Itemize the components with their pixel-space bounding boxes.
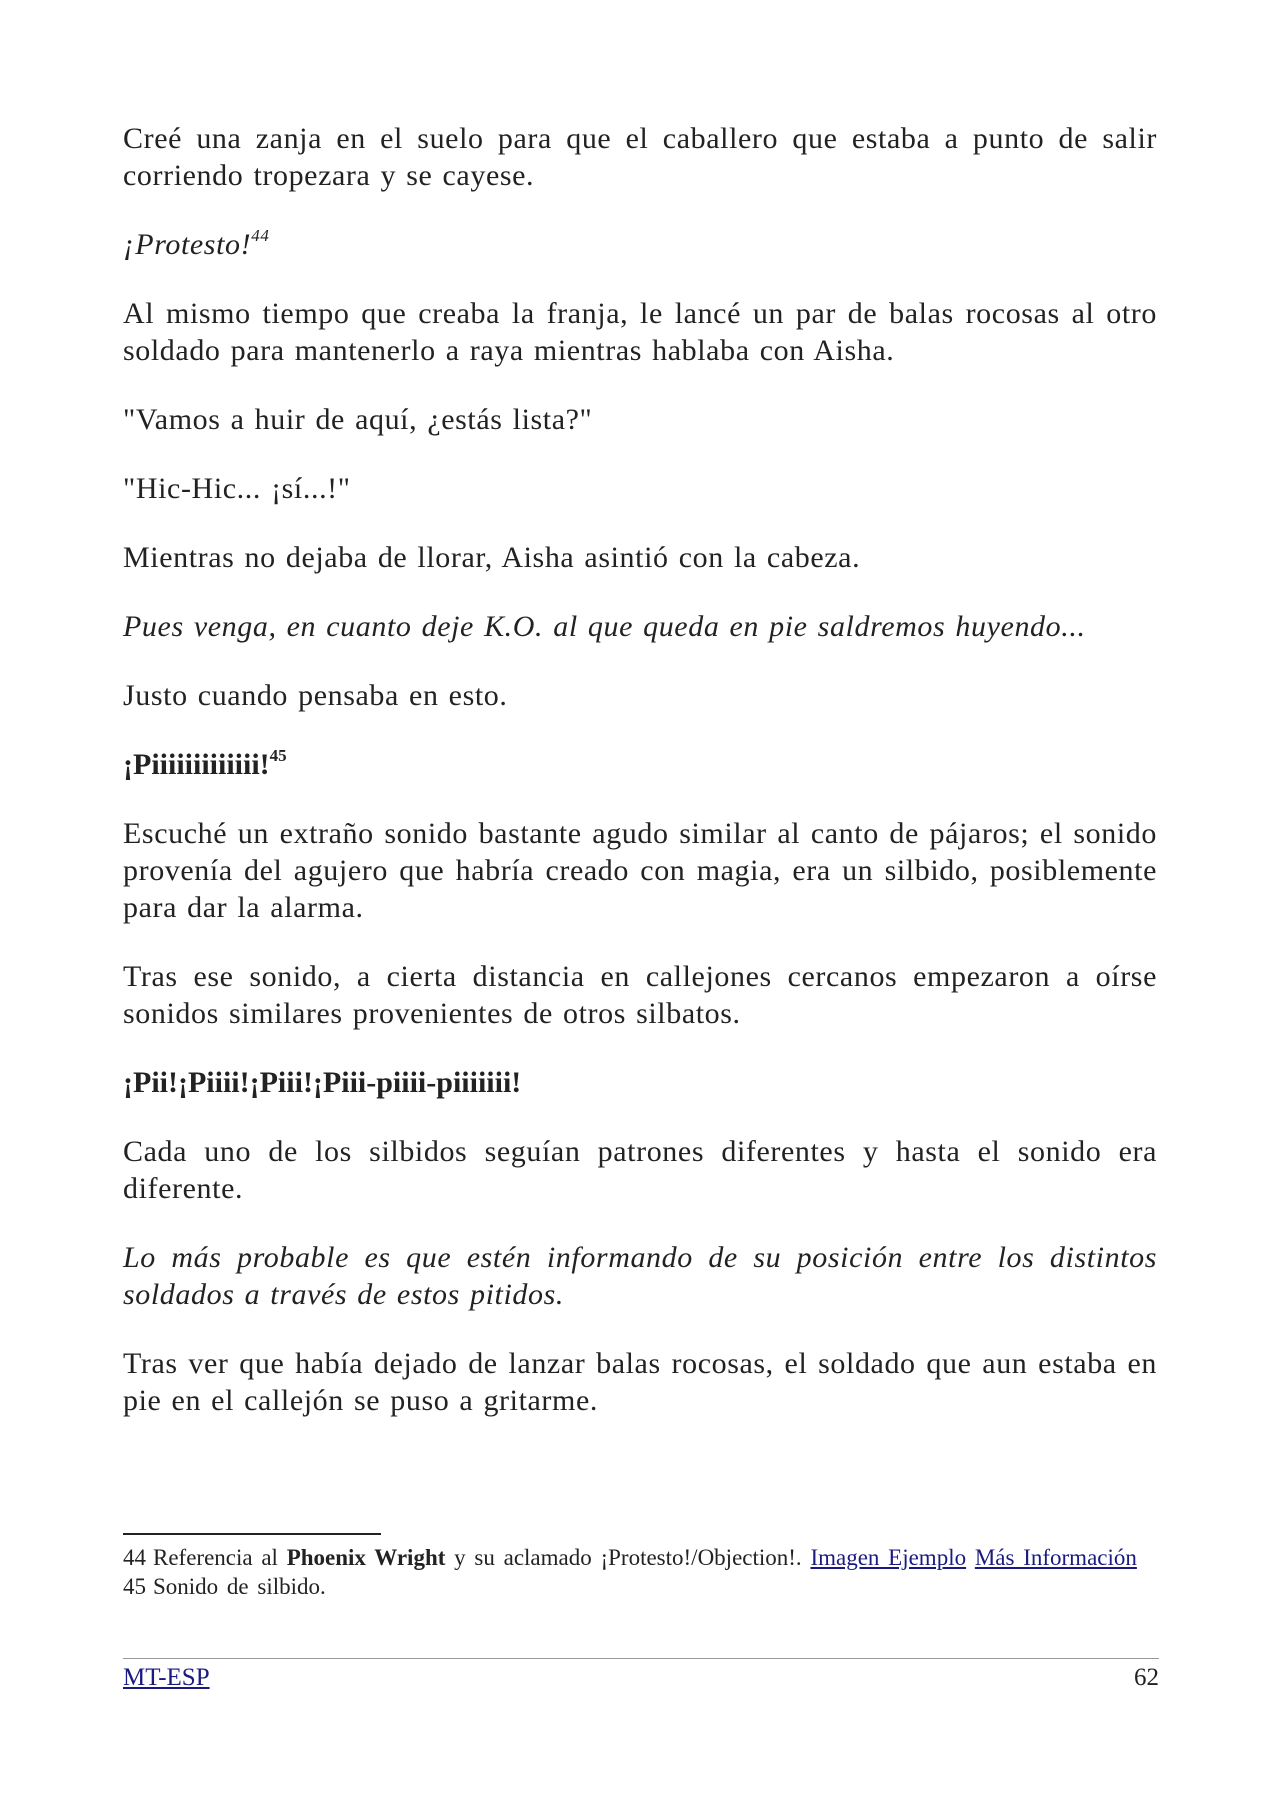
footnote-44 bbox=[123, 1543, 1159, 1572]
footer-site-link[interactable]: MT-ESP bbox=[123, 1664, 210, 1691]
footnote-bold-name: Phoenix Wright bbox=[286, 1545, 446, 1570]
footnote-number: 44 bbox=[123, 1545, 146, 1570]
paragraph: Lo más probable es que estén informando de su posición entre los distintos soldados a través de estos pitidos. bbox=[123, 1241, 1157, 1311]
paragraph: Escuché un extraño sonido bastante agudo similar al canto de pájaros; el sonido provenía del agujero que habría creado con magia, era un silbido, posiblemente para dar la alarma. bbox=[123, 817, 1157, 924]
page-number: 62 bbox=[1134, 1664, 1159, 1691]
footnote-ref-44[interactable]: 44 bbox=[251, 226, 270, 245]
paragraph: Cada uno de los silbidos seguían patrones diferentes y hasta el sonido era diferente. bbox=[123, 1135, 1157, 1205]
footnotes bbox=[123, 1533, 1159, 1601]
paragraph: Tras ver que había dejado de lanzar balas rocosas, el soldado que aun estaba en pie en el callejón se puso a gritarme. bbox=[123, 1347, 1157, 1417]
page-footer bbox=[123, 1658, 1159, 1693]
paragraph-text: ¡Protesto! bbox=[123, 228, 252, 261]
more-info-link[interactable]: Más Información bbox=[974, 1545, 1137, 1570]
paragraph-text: ¡Piiiiiiiiiiiii! bbox=[123, 748, 270, 781]
paragraph: Creé una zanja en el suelo para que el caballero que estaba a punto de salir corriendo tropezara y se cayese. bbox=[123, 122, 1157, 192]
paragraph: Pues venga, en cuanto deje K.O. al que queda en pie saldremos huyendo... bbox=[123, 610, 1086, 643]
paragraph: Al mismo tiempo que creaba la franja, le lancé un par de balas rocosas al otro soldado para mantenerlo a raya mientras hablaba con Aisha. bbox=[123, 297, 1157, 367]
footnote-text: Sonido de silbido. bbox=[153, 1574, 326, 1599]
footnote-45 bbox=[123, 1572, 1159, 1601]
paragraph: Justo cuando pensaba en esto. bbox=[123, 679, 508, 712]
footnote-number: 45 bbox=[123, 1574, 146, 1599]
paragraph: Mientras no dejaba de llorar, Aisha asintió con la cabeza. bbox=[123, 541, 861, 574]
image-example-link[interactable]: Imagen Ejemplo bbox=[810, 1545, 967, 1570]
footnote-text-pre: Referencia al bbox=[153, 1545, 278, 1570]
paragraph bbox=[123, 746, 1157, 783]
page-body bbox=[123, 120, 1157, 1451]
paragraph bbox=[123, 226, 1157, 263]
footnote-text bbox=[153, 1543, 1159, 1572]
footnote-ref-45[interactable]: 45 bbox=[269, 746, 287, 765]
paragraph: ¡Pii!¡Piiii!¡Piii!¡Piii-piiii-piiiiiii! bbox=[123, 1066, 522, 1099]
footnote-text-post: y su aclamado ¡Protesto!/Objection!. bbox=[454, 1545, 802, 1570]
paragraph: "Vamos a huir de aquí, ¿estás lista?" bbox=[123, 403, 593, 436]
footnote-divider bbox=[123, 1533, 381, 1535]
paragraph: Tras ese sonido, a cierta distancia en callejones cercanos empezaron a oírse sonidos similares provenientes de otros silbatos. bbox=[123, 960, 1157, 1030]
paragraph: "Hic-Hic... ¡sí...!" bbox=[123, 472, 351, 505]
